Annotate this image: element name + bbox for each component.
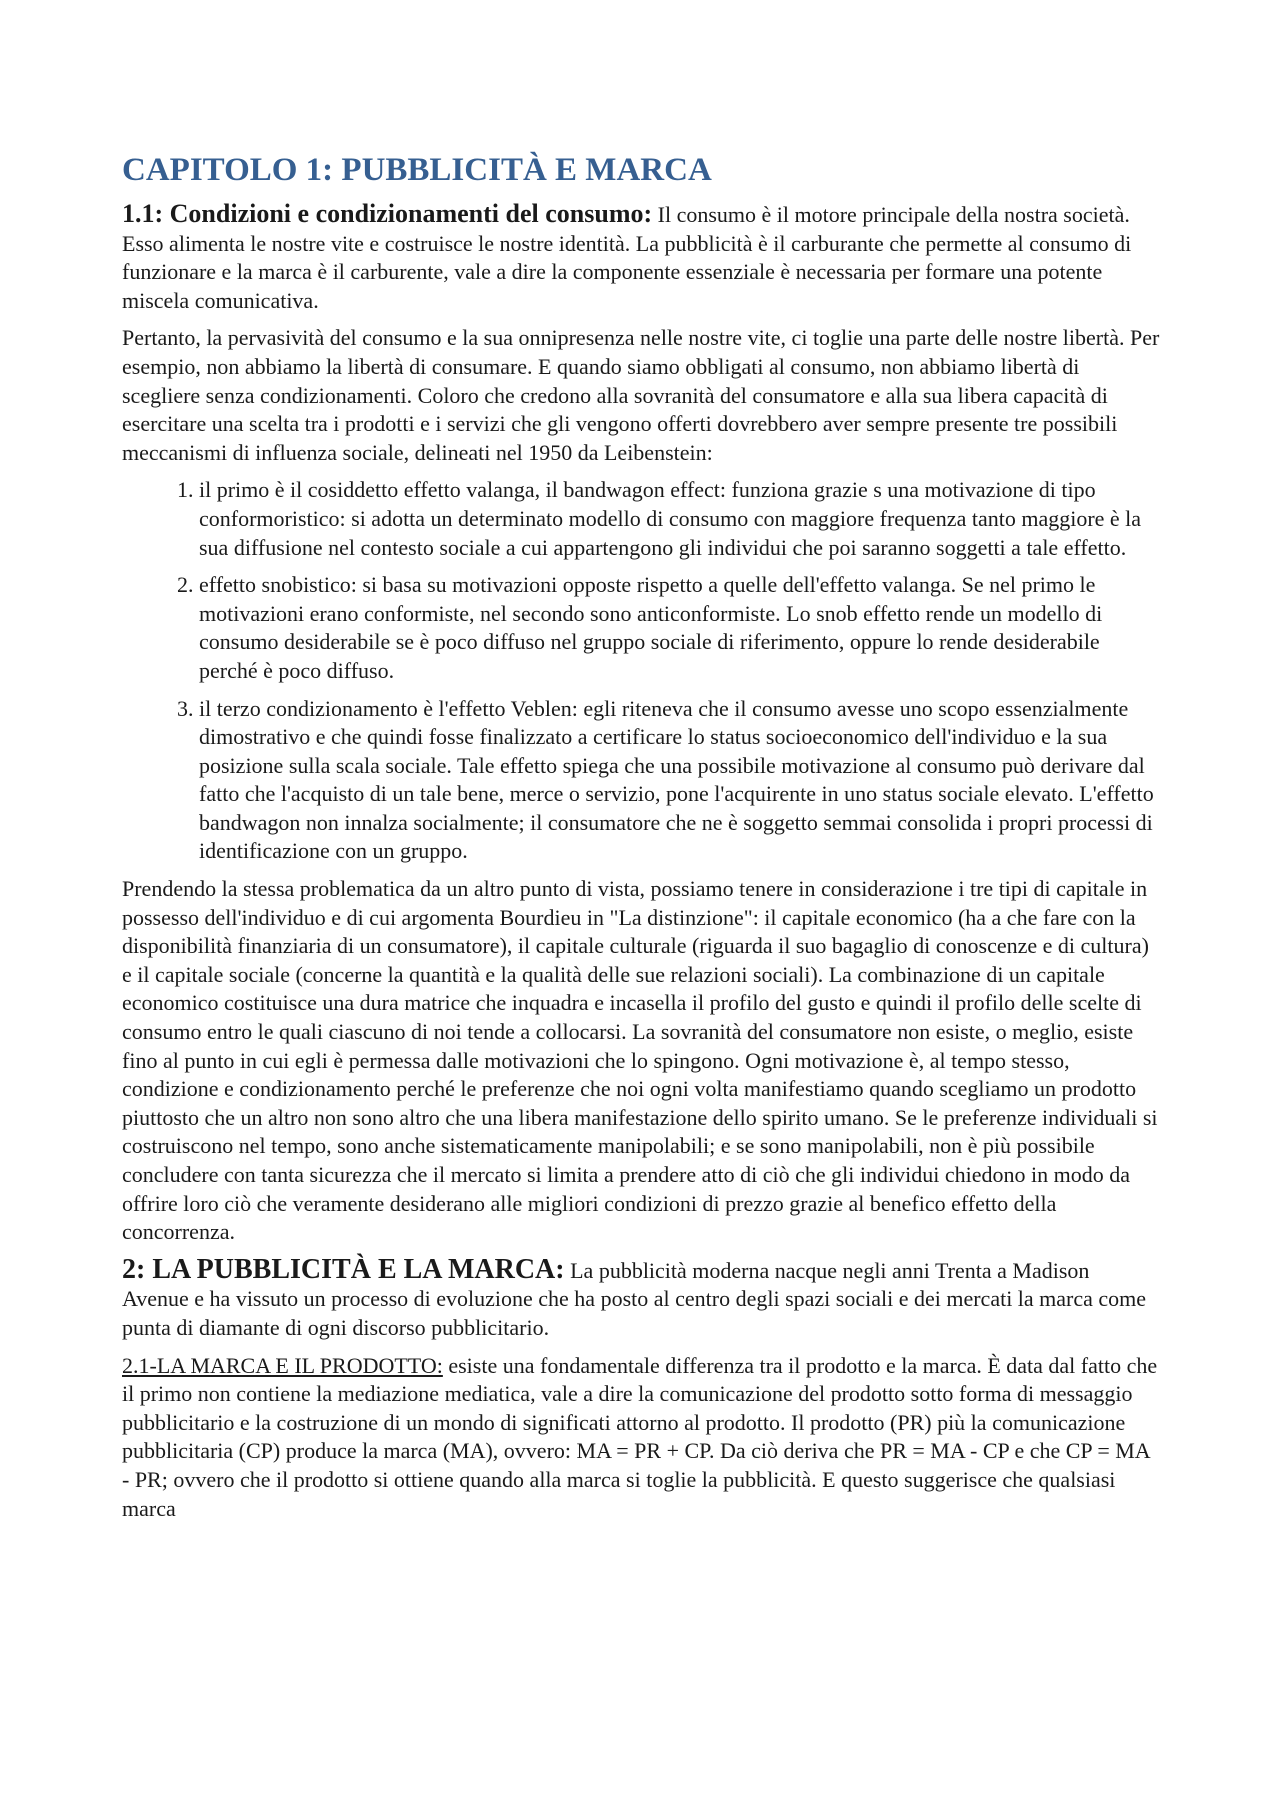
list-item: 2. effetto snobistico: si basa su motivazioni opposte rispetto a quelle dell'effetto valanga. Se nel primo le motivazioni erano conformiste, nel secondo sono anticonformiste. Lo snob effetto rende un modello di consumo desiderabile se è poco diffuso nel gruppo sociale di riferimento, oppure lo rende desiderabile perché è poco diffuso. [199, 571, 1160, 685]
influence-mechanisms-list [122, 476, 1160, 866]
list-item: 1. il primo è il cosiddetto effetto valanga, il bandwagon effect: funziona grazie s una motivazione di tipo conformoristico: si adotta un determinato modello di consumo con maggiore frequenza tanto maggiore è la sua diffusione nel contesto sociale a cui appartengono gli individui che poi saranno soggetti a tale effetto. [199, 476, 1160, 562]
section-1-1-heading: 1.1: Condizioni e condizionamenti del consumo: [122, 199, 653, 228]
section-1-1-intro: Il consumo è il motore principale della nostra società. Esso alimenta le nostre vite e costruisce le nostre identità. La pubblicità è il carburante che permette al consumo di funzionare e la marca è il carburente, vale a dire la componente essenziale è necessaria per formare una potente miscela comunicativa. [122, 202, 1132, 313]
section-2-1-heading: 2.1-LA MARCA E IL PRODOTTO: [122, 1352, 443, 1378]
section-2-1-paragraph [122, 1352, 1160, 1524]
section-2-paragraph [122, 1253, 1160, 1343]
chapter-title: CAPITOLO 1: PUBBLICITÀ E MARCA [122, 152, 712, 188]
section-1-1-paragraph-2: Pertanto, la pervasività del consumo e la sua onnipresenza nelle nostre vite, ci toglie una parte delle nostre libertà. Per esempio, non abbiamo la libertà di consumare. E quando siamo obbligati al consumo, non abbiamo libertà di scegliere senza condizionamenti. Coloro che credono alla sovranità del consumatore e alla sua libera capacità di esercitare una scelta tra i prodotti e i servizi che gli vengono offerti dovrebbero aver sempre presente tre possibili meccanismi di influenza sociale, delineati nel 1950 da Leibenstein: [122, 325, 1160, 465]
section-2-1-text: esiste una fondamentale differenza tra il prodotto e la marca. È data dal fatto che il primo non contiene la mediazione mediatica, vale a dire la comunicazione del prodotto sotto forma di messaggio pubblicitario e la costruzione di un mondo di significati attorno al prodotto. Il prodotto (PR) più la comunicazione pubblicitaria (CP) produce la marca (MA), ovvero: MA = PR + CP. Da ciò deriva che PR = MA - CP e che CP = MA - PR; ovvero che il prodotto si ottiene quando alla marca si toglie la pubblicità. E questo suggerisce che qualsiasi marca [122, 1352, 1158, 1521]
section-2-intro: La pubblicità moderna nacque negli anni Trenta a Madison Avenue e ha vissuto un processo di evoluzione che ha posto al centro degli spazi sociali e dei mercati la marca come punta di diamante di ogni discorso pubblicitario. [122, 1257, 1147, 1340]
list-item: 3. il terzo condizionamento è l'effetto Veblen: egli riteneva che il consumo avesse uno scopo essenzialmente dimostrativo e che quindi fosse finalizzato a certificare lo status socioeconomico dell'individuo e la sua posizione sulla scala sociale. Tale effetto spiega che una possibile motivazione al consumo può derivare dal fatto che l'acquisto di un tale bene, merce o servizio, pone l'acquirente in uno status sociale elevato. L'effetto bandwagon non innalza socialmente; il consumatore che ne è soggetto semmai consolida i propri processi di identificazione con un gruppo. [199, 695, 1160, 867]
section-1-1-paragraph [122, 200, 1160, 315]
section-1-1-paragraph-3: Prendendo la stessa problematica da un altro punto di vista, possiamo tenere in considerazione i tre tipi di capitale in possesso dell'individuo e di cui argomenta Bourdieu in "La distinzione": il capitale economico (ha a che fare con la disponibilità finanziaria di un consumatore), il capitale culturale (riguarda il suo bagaglio di conoscenze e di cultura) e il capitale sociale (concerne la quantità e la qualità delle sue relazioni sociali). La combinazione di un capitale economico costituisce una dura matrice che inquadra e incasella il profilo del gusto e quindi il profilo delle scelte di consumo entro le quali ciascuno di noi tende a collocarsi. La sovranità del consumatore non esiste, o meglio, esiste fino al punto in cui egli è permessa dalle motivazioni che lo spingono. Ogni motivazione è, al tempo stesso, condizione e condizionamento perché le preferenze che noi ogni volta manifestiamo quando scegliamo un prodotto piuttosto che un altro non sono altro che una libera manifestazione dello spirito umano. Se le preferenze individuali si costruiscono nel tempo, sono anche sistematicamente manipolabili; e se sono manipolabili, non è più possibile concludere con tanta sicurezza che il mercato si limita a prendere atto di ciò che gli individui chiedono in modo da offrire loro ciò che veramente desiderano alle migliori condizioni di prezzo grazie al benefico effetto della concorrenza. [122, 876, 1158, 1245]
section-2-heading: 2: LA PUBBLICITÀ E LA MARCA: [122, 1253, 565, 1285]
